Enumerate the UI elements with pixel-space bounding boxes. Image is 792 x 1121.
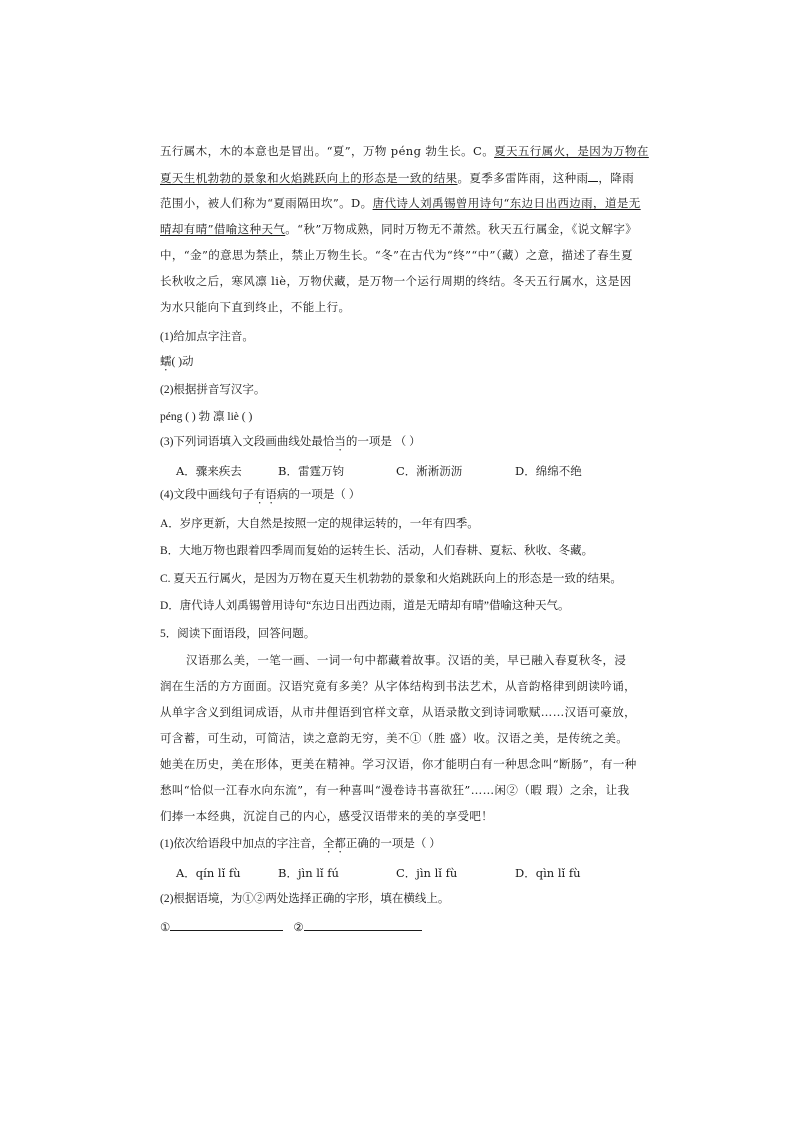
passage-line-3 — [160, 195, 641, 211]
option-c: C. 夏天五行属火，是因为万物在夏天生机勃勃的景象和火焰跳跃向上的形态是一致的结果。 — [160, 573, 622, 585]
option-d: D．绵绵不绝 — [515, 464, 582, 478]
passage5-line-2: 润在生活的方方面面。汉语究竟有多美？从字体结构到书法艺术，从音韵格律到朗读吟诵， — [160, 679, 636, 693]
option-a: A．qín lǐ fù — [176, 866, 241, 880]
question-4-2-item: péng ( ) 勃 凛 liè ( ) — [160, 411, 253, 423]
question-5-title: 5．阅读下面语段，回答问题。 — [160, 628, 316, 640]
question-text: (1)依次给语段中加点的字注音， — [160, 838, 323, 850]
passage-line-7: 为水只能向下直到终止，不能上行。 — [160, 300, 351, 314]
passage5-line-7: 们捧一本经典，沉淀自己的内心，感受汉语带来的美的享受吧！ — [160, 809, 494, 823]
passage-line-5: 中，“金”的意思为禁止，禁止万物生长。“冬”在古代为“终”“中”（藏）之意，描述了春生夏 — [160, 248, 633, 262]
question-4-4 — [160, 487, 360, 507]
dotted-char: 有语 — [253, 489, 277, 501]
question-4-2: (2)根据拼音写汉字。 — [160, 384, 266, 396]
blank-label-2: ② — [293, 922, 304, 934]
dotted-char: 全都 — [322, 838, 346, 850]
question-text: (4)文段中画线句子 — [160, 489, 254, 501]
underlined-sentence: 晴却有晴”借喻这种天气 — [160, 222, 286, 236]
underlined-sentence: 唐代诗人刘禹锡曾用诗句“东边日出西边雨，道是无 — [372, 196, 641, 210]
passage-text: 。“秋”万物成熟，同时万物无不萧然。秋天五行属金，《说文解字》 — [285, 222, 638, 236]
answer-slot: ( )动 — [171, 356, 194, 368]
dotted-char: 当 — [334, 436, 346, 448]
passage5-line-3: 从单字含义到组词成语，从市井俚语到官样文章，从语录散文到诗词歌赋……汉语可豪放， — [160, 705, 636, 719]
question-5-2: (2)根据语境，为①②两处选择正确的字形，填在横线上。 — [160, 893, 450, 905]
question-5-1 — [160, 836, 441, 856]
question-text: 的一项是 （ ） — [345, 436, 421, 448]
option-a: A．岁序更新，大自然是按照一定的规律运转的，一年有四季。 — [160, 518, 479, 530]
option-c: C．jìn lǐ fù — [396, 866, 458, 880]
passage-line-4 — [160, 221, 637, 237]
question-text: (3)下列词语填入文段画曲线处最恰 — [160, 436, 335, 448]
option-d: D．唐代诗人刘禹锡曾用诗句“东边日出西边雨，道是无晴却有晴”借喻这种天气。 — [160, 600, 570, 612]
passage-text: 范围小，被人们称为“夏雨隔田坎”。D。 — [160, 196, 373, 210]
passage-line-2 — [160, 169, 634, 186]
question-4-1: (1)给加点字注音。 — [160, 331, 254, 343]
question-4-1-item — [160, 354, 194, 374]
option-c: C．淅淅沥沥 — [396, 464, 463, 478]
passage5-line-6: 愁叫“恰似一江春水向东流”，有一种喜叫“漫卷诗书喜欲狂”……闲②（暇 瑕）之余，让我 — [160, 783, 630, 797]
question-4-3 — [160, 434, 421, 454]
blank-label-1: ① — [160, 922, 171, 934]
passage-text: 。夏季多雷阵雨，这种雨 — [457, 171, 589, 185]
answer-blank-2 — [304, 918, 422, 931]
passage5-line-1: 汉语那么美，一笔一画、一词一句中都藏着故事。汉语的美，早已融入春夏秋冬，浸 — [186, 653, 627, 667]
passage-text: 五行属木，木的本意也是冒出。“夏”，万物 péng 勃生长。C。 — [160, 144, 495, 158]
passage-line-6: 长秋收之后，寒风凛 liè，万物伏藏，是万物一个运行周期的终结。冬天五行属水，这是因 — [160, 274, 632, 288]
passage5-line-5: 她美在历史，美在形体，更美在精神。学习汉语，你才能明白有一种思念叫“断肠”，有一种 — [160, 757, 637, 771]
answer-blanks — [160, 918, 422, 936]
dotted-char: 蠕 — [160, 356, 172, 368]
passage5-line-4: 可含蓄，可生动，可简洁，读之意韵无穷，美不①（胜 盛）收。汉语之美，是传统之美。 — [160, 731, 629, 745]
passage-text: ，降雨 — [598, 171, 635, 185]
option-b: B．雷霆万钧 — [278, 464, 344, 478]
option-a: A．骤来疾去 — [176, 464, 242, 478]
option-b: B．jìn lǐ fú — [278, 866, 339, 880]
option-d: D．qìn lǐ fù — [515, 866, 581, 880]
question-text: 正确的一项是（ ） — [345, 838, 441, 850]
passage-line-1 — [160, 143, 649, 159]
answer-blank — [588, 169, 598, 182]
option-b: B．大地万物也跟着四季周而复始的运转生长、活动，人们春耕、夏耘、秋收、冬藏。 — [160, 545, 594, 557]
question-text: 病的一项是（ ） — [276, 489, 361, 501]
underlined-sentence: 夏天生机勃勃的景象和火焰跳跃向上的形态是一致的结果 — [160, 171, 458, 185]
answer-blank-1 — [170, 918, 283, 931]
underlined-sentence: 夏天五行属火，是因为万物在 — [494, 144, 649, 158]
